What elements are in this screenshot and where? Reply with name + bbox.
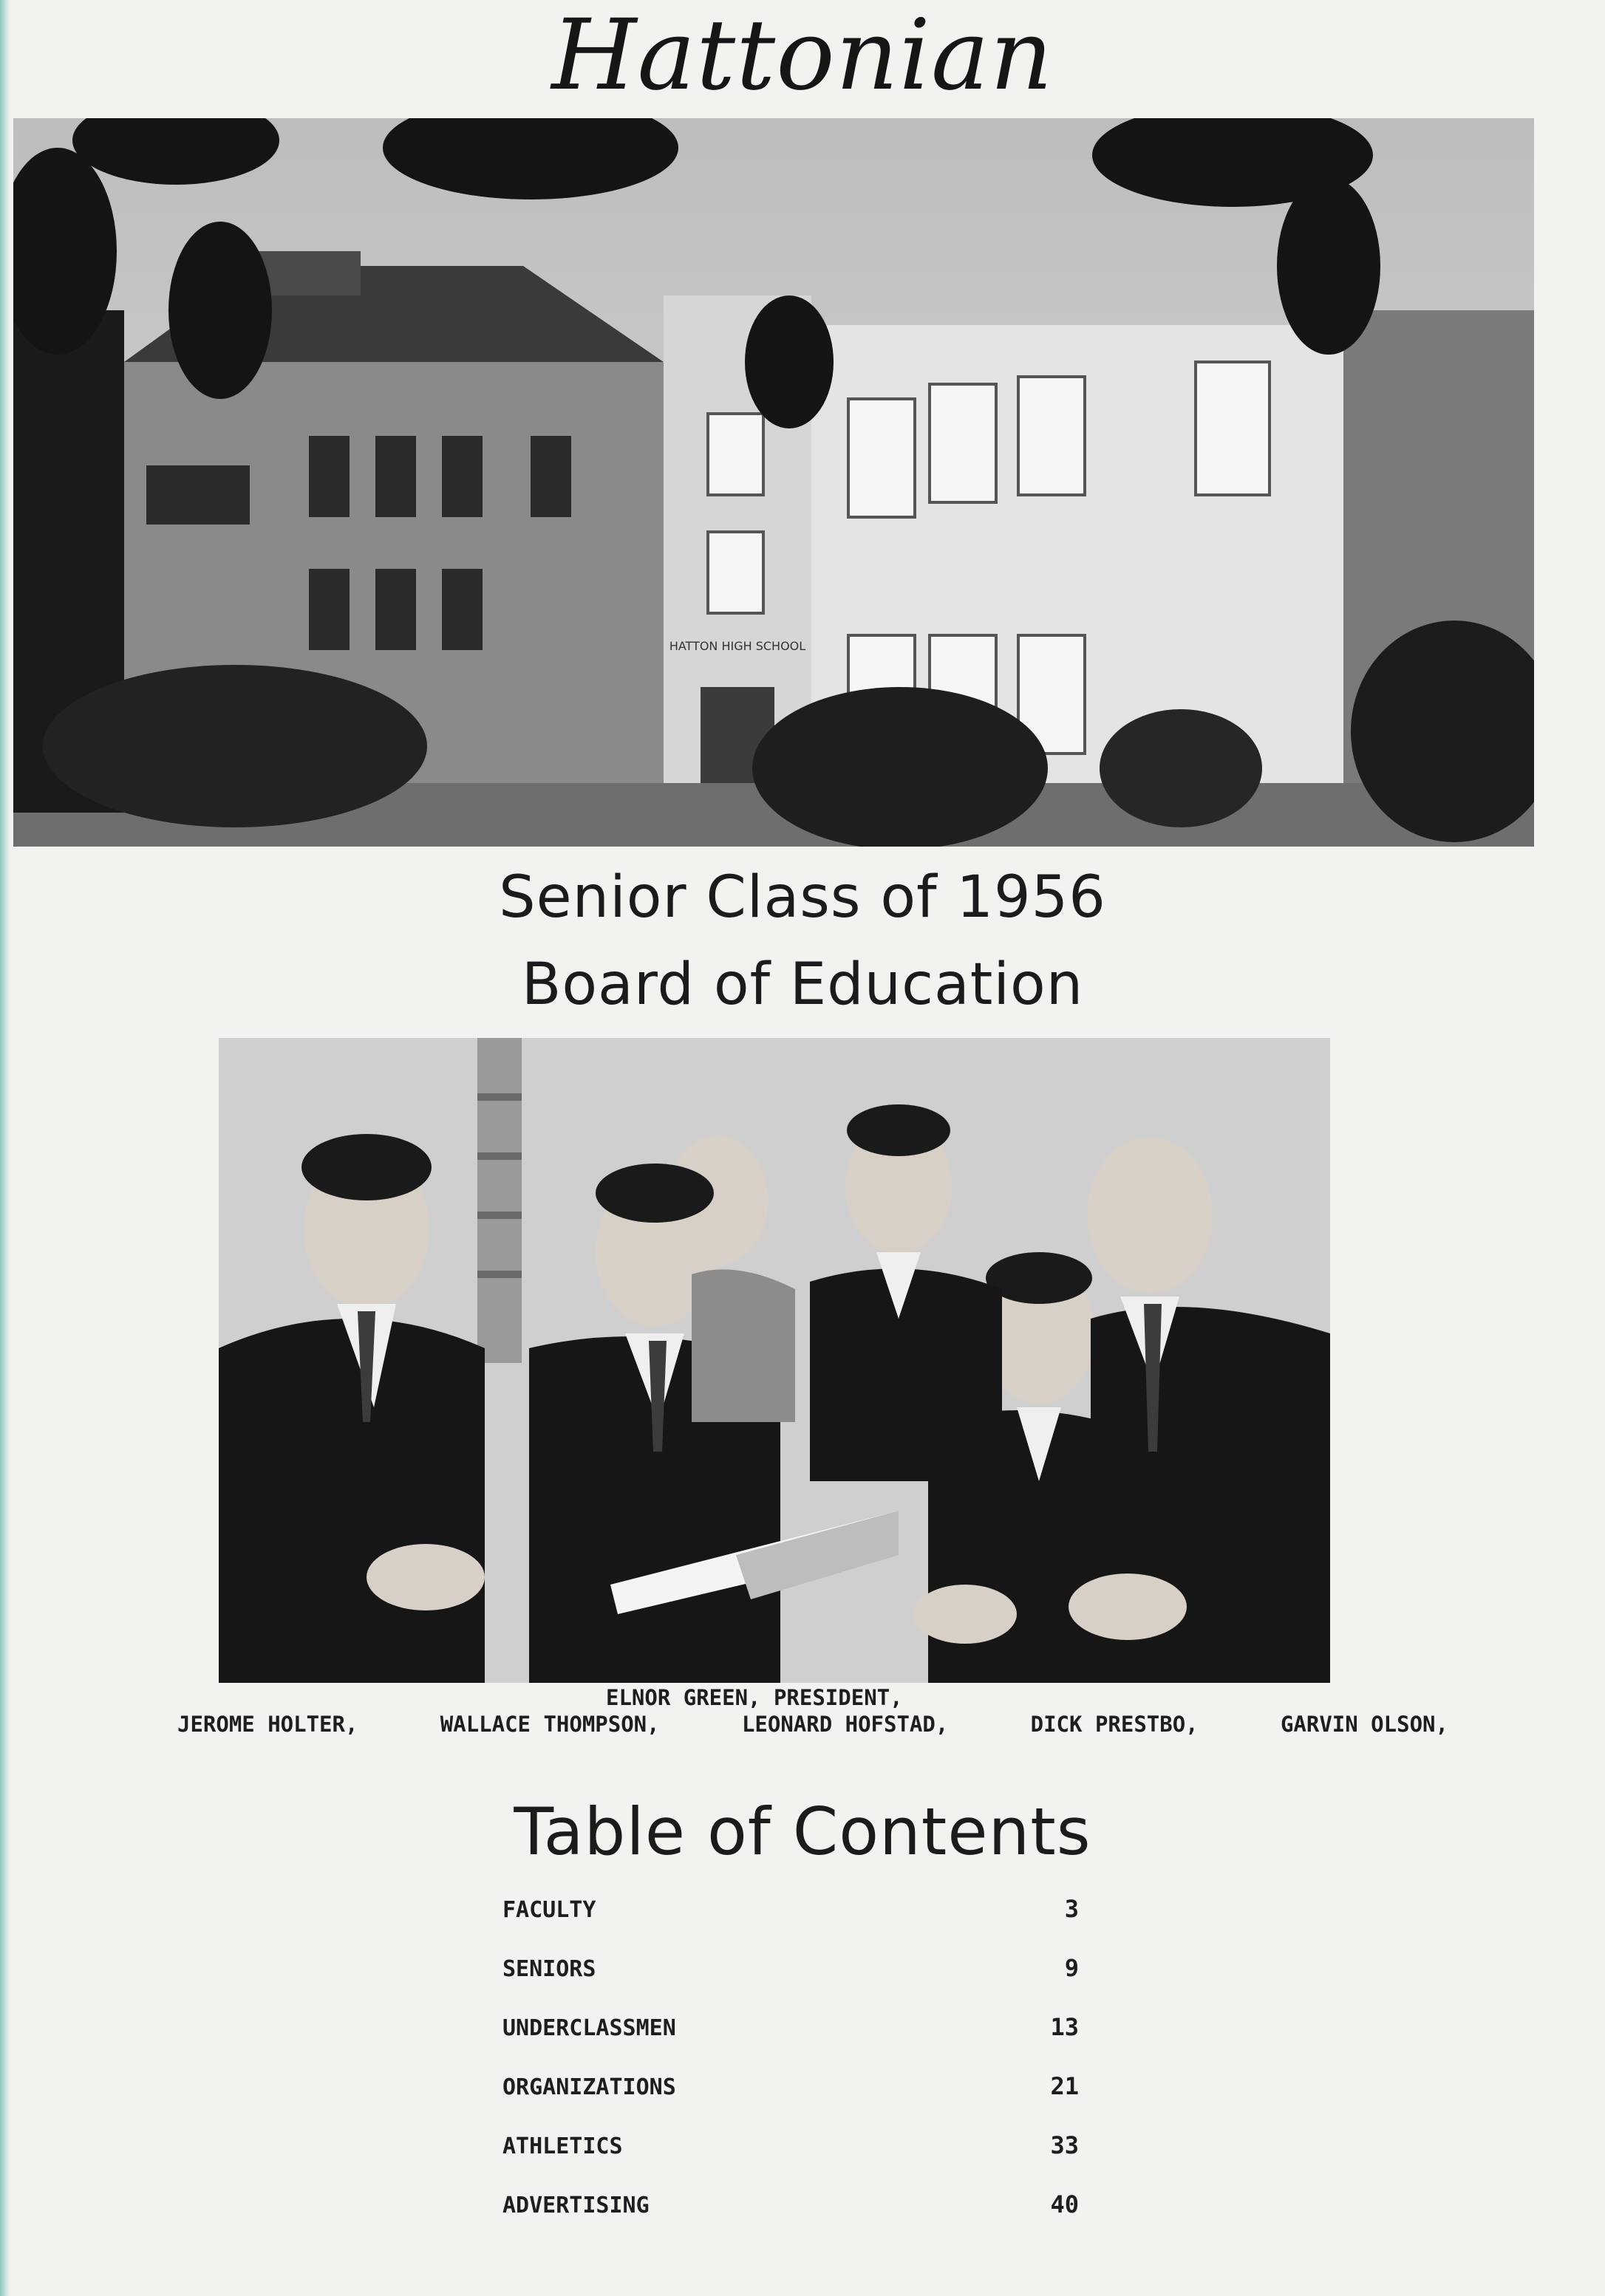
- board-of-education-heading: Board of Education: [521, 951, 1084, 1018]
- toc-section-label: FACULTY: [502, 1897, 596, 1923]
- toc-entry-faculty: [502, 1895, 1079, 1954]
- senior-class-heading: Senior Class of 1956: [499, 864, 1106, 931]
- toc-section-label: ATHLETICS: [502, 2133, 623, 2159]
- toc-page-number: 21: [1050, 2072, 1079, 2100]
- board-member-name: JEROME HOLTER,: [177, 1712, 358, 1737]
- toc-page-number: 33: [1050, 2131, 1079, 2159]
- board-member-name: WALLACE THOMPSON,: [440, 1712, 660, 1737]
- board-president-caption: ELNOR GREEN, PRESIDENT,: [606, 1685, 903, 1710]
- toc-entry-underclassmen: [502, 2013, 1079, 2072]
- table-of-contents: [502, 1895, 1079, 2249]
- toc-page-number: 3: [1064, 1895, 1079, 1923]
- page-edge-tint: [0, 0, 10, 2296]
- toc-entry-seniors: [502, 1954, 1079, 2013]
- toc-section-label: SENIORS: [502, 1956, 596, 1982]
- school-building-illustration: [13, 118, 1534, 847]
- school-sign-text: HATTON HIGH SCHOOL: [669, 639, 806, 653]
- board-member-name: GARVIN OLSON,: [1280, 1712, 1448, 1737]
- toc-page-number: 9: [1064, 1954, 1079, 1982]
- toc-entry-advertising: [502, 2190, 1079, 2249]
- board-members-illustration: [219, 1038, 1330, 1683]
- board-member-name: LEONARD HOFSTAD,: [741, 1712, 949, 1737]
- toc-page-number: 13: [1050, 2013, 1079, 2041]
- board-member-name: DICK PRESTBO,: [1030, 1712, 1199, 1737]
- table-of-contents-heading: Table of Contents: [514, 1794, 1091, 1870]
- toc-section-label: ORGANIZATIONS: [502, 2074, 676, 2100]
- toc-section-label: ADVERTISING: [502, 2193, 650, 2218]
- yearbook-title: Hattonian: [551, 0, 1054, 112]
- toc-section-label: UNDERCLASSMEN: [502, 2015, 676, 2041]
- board-members-caption: [177, 1711, 1448, 1738]
- toc-entry-organizations: [502, 2072, 1079, 2131]
- board-of-education-photo: [219, 1038, 1330, 1683]
- school-building-photo: [13, 118, 1534, 847]
- toc-entry-athletics: [502, 2131, 1079, 2190]
- toc-page-number: 40: [1050, 2190, 1079, 2218]
